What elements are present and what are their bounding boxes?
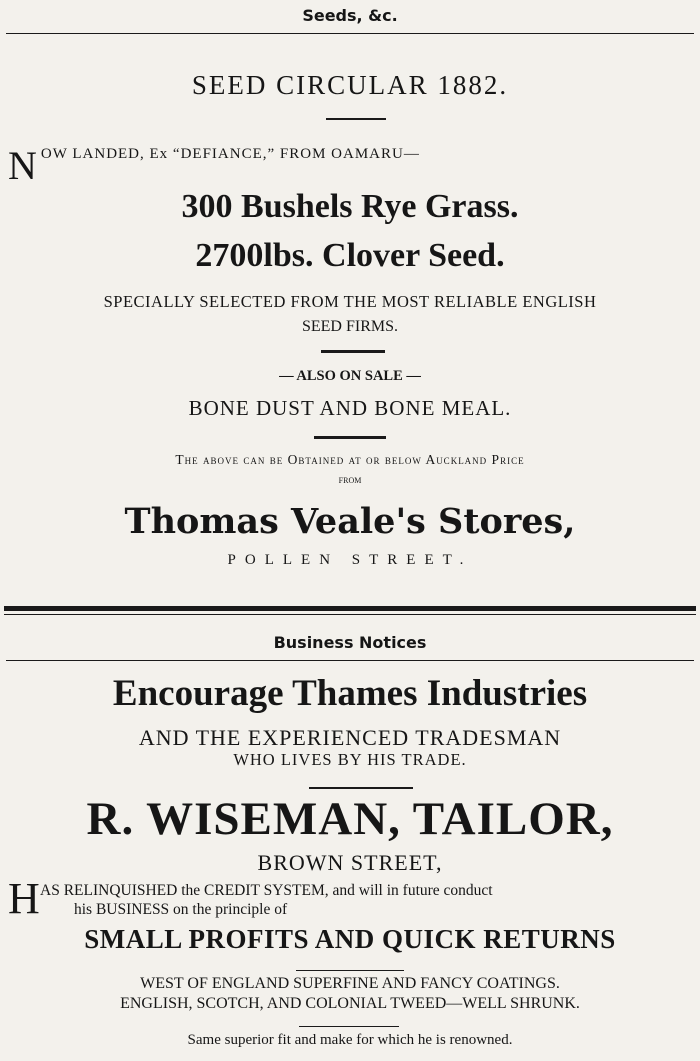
small-profits-line: SMALL PROFITS AND QUICK RETURNS [84,924,616,954]
short-rule [314,436,386,439]
rye-grass-line: 300 Bushels Rye Grass. [181,188,519,225]
now-landed-text: OW LANDED, Ex “DEFIANCE,” FROM OAMARU— [40,146,420,162]
relinquished-line-1: AS RELINQUISHED the CREDIT SYSTEM, and will in future conduct [40,882,493,899]
tradesman-line: AND THE EXPERIENCED TRADESMAN [138,725,562,750]
also-on-sale: — ALSO ON SALE — [279,368,421,384]
section-header-seeds: Seeds, &c. [302,6,398,25]
circular-title: SEED CIRCULAR 1882. [191,70,509,100]
short-rule [321,350,385,353]
relinquished-line-2: his BUSINESS on the principle of [74,901,288,918]
superior-fit-line: Same superior fit and make for which he is renowned. [187,1032,513,1048]
now-landed-line [8,143,420,188]
lives-by-trade: WHO LIVES BY HIS TRADE. [233,750,467,769]
drop-cap-n: N [8,143,37,188]
bone-dust-line: BONE DUST AND BONE MEAL. [188,396,512,420]
ornament-rule [299,1026,399,1027]
obtained-line-1: The above can be Obtained at or below Auckland Price [175,452,525,467]
section-divider-thick [4,606,696,611]
brown-street: BROWN STREET, [257,850,443,875]
section-header-business: Business Notices [273,633,427,652]
short-rule [326,118,386,120]
pollen-street: POLLEN STREET. [227,552,473,568]
header-divider [6,33,694,34]
drop-cap-h: H [8,874,40,923]
ornament-rule [309,787,413,789]
tweed-line: ENGLISH, SCOTCH, AND COLONIAL TWEED—WELL SHRUNK. [120,995,580,1012]
headline: Encourage Thames Industries [112,673,588,714]
selected-line-1: SPECIALLY SELECTED FROM THE MOST RELIABLE ENGLISH [103,292,597,311]
coatings-line: WEST OF ENGLAND SUPERFINE AND FANCY COATINGS. [140,975,560,992]
ornament-rule [296,970,404,971]
wiseman-name: R. WISEMAN, TAILOR, [86,793,614,845]
obtained-line-2: from [338,472,362,486]
header-divider [6,660,694,661]
section-divider-thin [4,614,696,615]
selected-line-2: SEED FIRMS. [301,318,399,335]
store-name: Thomas Veale's Stores, [124,501,576,542]
clover-seed-line: 2700lbs. Clover Seed. [195,237,505,274]
